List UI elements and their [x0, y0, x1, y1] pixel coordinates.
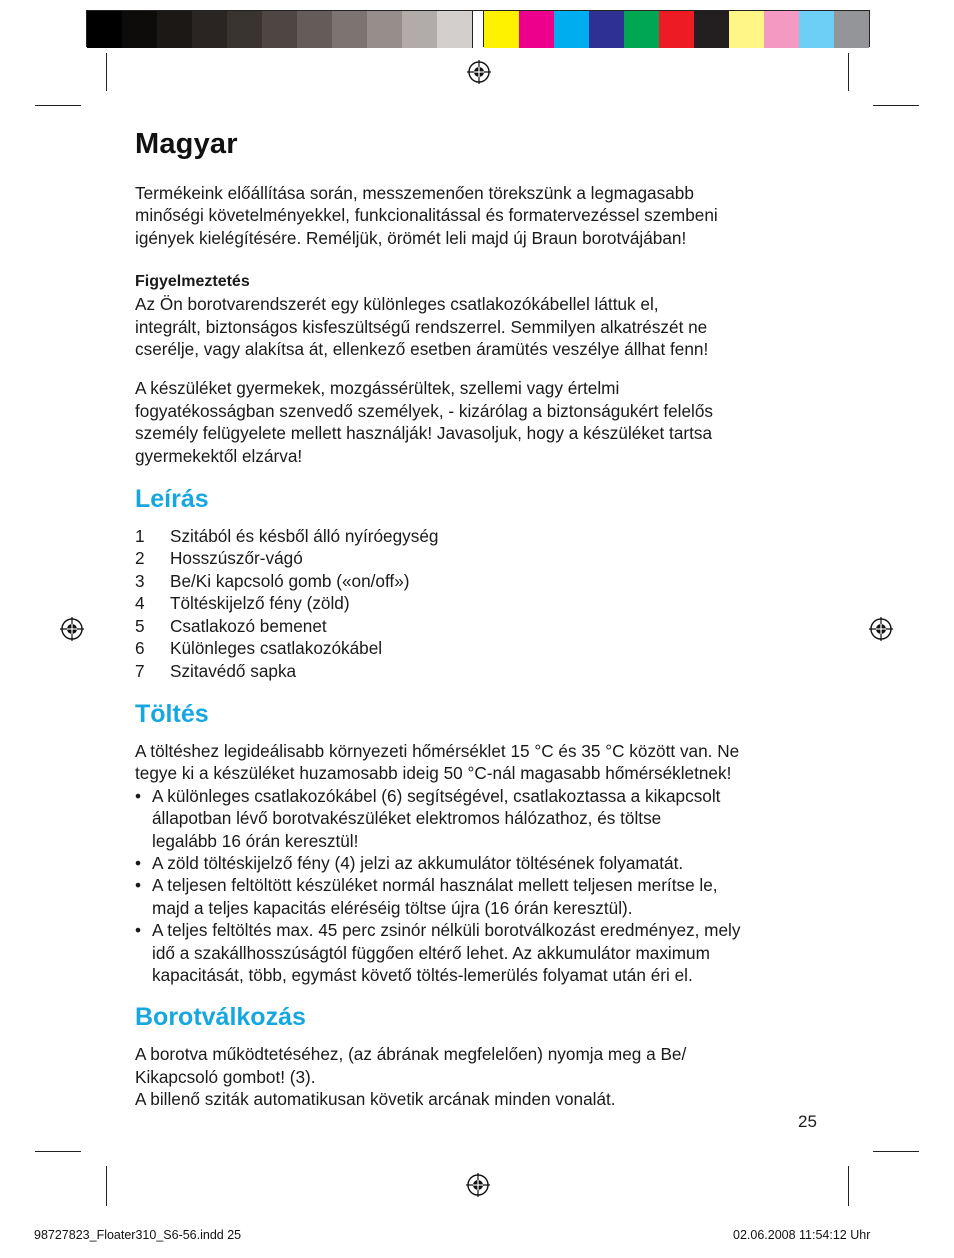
crop-mark — [106, 1166, 107, 1206]
parts-list-item — [135, 570, 825, 592]
color-swatch — [227, 11, 262, 48]
page-number: 25 — [798, 1112, 817, 1131]
charging-bullet-line — [135, 807, 825, 829]
intro-line: igények kielégítésére. Reméljük, örömét leli majd új Braun borotvájában! — [135, 227, 687, 248]
crop-mark — [35, 1151, 81, 1152]
color-swatch — [192, 11, 227, 48]
warning-line: Az Ön borotvarendszerét egy különleges csatlakozókábellel láttuk el, — [135, 294, 659, 315]
color-swatch — [519, 11, 554, 48]
color-swatch — [659, 11, 694, 48]
intro-line: minőségi követelményekkel, funkcionalitással és formatervezéssel szembeni — [135, 205, 718, 226]
warning-line: cserélje, vagy alakítsa át, ellenkező esetben áramütés veszélye állhat fenn! — [135, 339, 709, 360]
parts-item-number: 2 — [135, 548, 145, 569]
parts-item-text: Csatlakozó bemenet — [170, 615, 327, 636]
color-swatch — [554, 11, 589, 48]
bullet-icon: • — [135, 920, 142, 941]
registration-mark-icon — [466, 1173, 490, 1197]
color-swatch — [367, 11, 402, 48]
page-title: Magyar — [135, 128, 238, 160]
color-swatch — [157, 11, 192, 48]
parts-item-number: 6 — [135, 638, 145, 659]
charging-bullet-line — [135, 964, 825, 986]
bullet-icon: • — [135, 785, 142, 806]
bullet-icon — [135, 942, 152, 964]
charging-intro-line: A töltéshez legideálisabb környezeti hőmérséklet 15 °C és 35 °C között van. Ne — [135, 740, 740, 761]
charging-bullet-line — [135, 785, 825, 807]
warning-line: gyermekektől elzárva! — [135, 445, 303, 466]
color-swatch — [402, 11, 437, 48]
intro-paragraph — [135, 182, 825, 249]
color-swatch — [624, 11, 659, 48]
bullet-text: A zöld töltéskijelző fény (4) jelzi az akkumulátor töltésének folyamatát. — [152, 852, 684, 873]
parts-item-text: Töltéskijelző fény (zöld) — [170, 593, 350, 614]
bullet-icon — [135, 897, 152, 919]
parts-item-text: Szitavédő sapka — [170, 660, 297, 681]
page-content — [135, 128, 825, 1111]
color-swatch — [834, 11, 869, 48]
bullet-text: A teljes feltöltés max. 45 perc zsinór nélküli borotválkozást eredményez, mely — [152, 920, 741, 941]
bullet-text: kapacitását, több, egymást követő töltés-lemerülés folyamat után éri el. — [152, 964, 693, 985]
charging-bullet-line — [135, 852, 825, 874]
shaving-line: A borotva működtetéséhez, (az ábrának megfelelően) nyomja meg a Be/ — [135, 1044, 687, 1065]
parts-list-item — [135, 615, 825, 637]
charging-intro-line: tegye ki a készüléket huzamosabb ideig 50 °C-nál magasabb hőmérsékletnek! — [135, 763, 732, 784]
color-swatch — [589, 11, 624, 48]
bullet-icon — [135, 830, 152, 852]
warning-line: személy felügyelete mellett használják! Javasoljuk, hogy a készüléket tartsa — [135, 423, 713, 444]
crop-mark — [35, 105, 81, 106]
crop-mark — [848, 53, 849, 91]
color-swatch — [437, 11, 472, 48]
parts-item-text: Hosszúszőr-vágó — [170, 548, 303, 569]
color-swatch — [694, 11, 729, 48]
parts-item-number: 4 — [135, 593, 145, 614]
parts-list — [135, 525, 825, 682]
charging-bullet-line — [135, 942, 825, 964]
bullet-text: legalább 16 órán keresztül! — [152, 830, 359, 851]
registration-mark-icon — [869, 617, 893, 641]
charging-bullets — [135, 785, 825, 987]
charging-heading: Töltés — [135, 699, 209, 728]
charging-bullet-line — [135, 897, 825, 919]
shaving-line: Kikapcsoló gombot! (3). — [135, 1066, 316, 1087]
parts-item-number: 5 — [135, 615, 145, 636]
crop-mark — [873, 105, 919, 106]
parts-list-item — [135, 592, 825, 614]
warning-title: Figyelmeztetés — [135, 273, 250, 291]
color-swatch — [122, 11, 157, 48]
warning-line: integrált, biztonságos kisfeszültségű rendszerrel. Semmilyen alkatrészét ne — [135, 316, 708, 337]
intro-line: Termékeink előállítása során, messzemenően törekszünk a legmagasabb — [135, 183, 694, 203]
parts-list-item — [135, 660, 825, 682]
bullet-text: A különleges csatlakozókábel (6) segítségével, csatlakoztassa a kikapcsolt — [152, 785, 721, 806]
bullet-text: A teljesen feltöltött készüléket normál használat mellett teljesen merítse le, — [152, 875, 718, 896]
bullet-icon: • — [135, 875, 142, 896]
color-swatch — [262, 11, 297, 48]
color-swatch — [297, 11, 332, 48]
color-swatch — [799, 11, 834, 48]
crop-mark — [848, 1166, 849, 1206]
charging-bullet-line — [135, 830, 825, 852]
registration-mark-icon — [60, 617, 84, 641]
warning-line: A készüléket gyermekek, mozgássérültek, szellemi vagy értelmi — [135, 378, 620, 399]
color-swatch — [484, 11, 519, 48]
parts-item-text: Be/Ki kapcsoló gomb («on/off») — [170, 570, 410, 591]
shaving-line: A billenő sziták automatikusan követik arcának minden vonalát. — [135, 1089, 616, 1110]
crop-mark — [106, 53, 107, 91]
color-swatch — [87, 11, 122, 48]
shaving-heading: Borotválkozás — [135, 1003, 306, 1032]
charging-bullet-line — [135, 874, 825, 896]
bullet-text: majd a teljes kapacitás eléréséig töltse újra (16 órán keresztül). — [152, 897, 633, 918]
registration-mark-icon — [467, 60, 491, 84]
warning-line: fogyatékosságban szenvedő személyek, - kizárólag a biztonságukért felelős — [135, 400, 714, 421]
parts-item-number: 7 — [135, 660, 145, 681]
bullet-icon — [135, 964, 152, 986]
bullet-icon — [135, 807, 152, 829]
parts-item-text: Szitából és késből álló nyíróegység — [170, 526, 439, 547]
bullet-text: állapotban lévő borotvakészüléket elektromos hálózathoz, és töltse — [152, 808, 662, 829]
charging-bullet-line — [135, 919, 825, 941]
crop-mark — [873, 1151, 919, 1152]
color-swatch — [729, 11, 764, 48]
bullet-icon: • — [135, 852, 142, 873]
color-swatch — [764, 11, 799, 48]
description-heading: Leírás — [135, 485, 209, 514]
parts-item-number: 1 — [135, 526, 145, 547]
parts-list-item — [135, 637, 825, 659]
parts-item-number: 3 — [135, 570, 145, 591]
warning-section — [135, 271, 825, 467]
grayscale-color-bar — [86, 10, 508, 47]
color-swatch — [332, 11, 367, 48]
bullet-text: idő a szakállhosszúságtól függően eltérő lehet. Az akkumulátor maximum — [152, 942, 710, 963]
footer-file-name: 98727823_Floater310_S6-56.indd 25 — [34, 1228, 242, 1242]
parts-list-item — [135, 525, 825, 547]
parts-item-text: Különleges csatlakozókábel — [170, 638, 383, 659]
process-color-bar — [483, 10, 870, 47]
parts-list-item — [135, 547, 825, 569]
footer-timestamp: 02.06.2008 11:54:12 Uhr — [733, 1228, 871, 1242]
